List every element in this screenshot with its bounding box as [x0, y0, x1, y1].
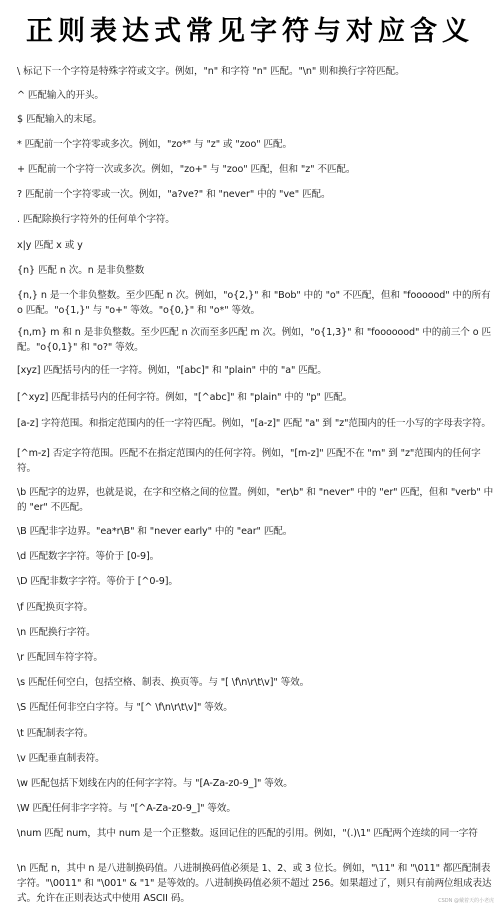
list-item: \B 匹配非字边界。"ea*r\B" 和 "never early" 中的 "ear" 匹配。	[17, 526, 293, 537]
list-item: \n 匹配 n，其中 n 是八进制换码值。八进制换码值必须是 1、2、或 3 位长。例如，"\11" 和 "\011" 都匹配制表字符。"\0011" 和 "\001" & "1" 是等效的。八进制换码值必须不超过 256。如果超过了，则只有前两位组成表达式。允许在正则表达式中使用 ASCII 码。	[17, 863, 492, 904]
list-item: \v 匹配垂直制表符。	[17, 753, 105, 764]
list-item: \num 匹配 num，其中 num 是一个正整数。返回记住的匹配的引用。例如，"(.)\1" 匹配两个连续的同一字符	[17, 828, 478, 839]
list-item: ^ 匹配输入的开头。	[17, 90, 104, 101]
list-item: \b 匹配字的边界，也就是说，在字和空格之间的位置。例如，"er\b" 和 "never" 中的 "er" 匹配，但和 "verb" 中的 "er" 不匹配。	[17, 487, 494, 513]
list-item: + 匹配前一个字符一次或多次。例如，"zo+" 与 "zoo" 匹配，但和 "z" 不匹配。	[17, 164, 356, 175]
list-item: [^xyz] 匹配非括号内的任何字符。例如，"[^abc]" 和 "plain" 中的 "p" 匹配。	[17, 392, 353, 403]
watermark: CSDN @戴着天的小老虎	[438, 898, 494, 904]
page-title: 正则表达式常见字符与对应含义	[26, 16, 474, 47]
list-item: [xyz] 匹配括号内的任一字符。例如，"[abc]" 和 "plain" 中的 "a" 匹配。	[17, 365, 327, 376]
list-item: . 匹配除换行字符外的任何单个字符。	[17, 214, 175, 225]
list-item: [^m-z] 否定字符范围。匹配不在指定范围内的任何字符。例如，"[m-z]" 匹配不在 "m" 到 "z"范围内的任何字符。	[17, 448, 481, 474]
list-item: \r 匹配回车符字符。	[17, 652, 103, 663]
list-item: \f 匹配换页字符。	[17, 602, 93, 613]
list-item: \W 匹配任何非字字符。与 "[^A-Za-z0-9_]" 等效。	[17, 803, 236, 814]
list-item: {n} 匹配 n 次。n 是非负整数	[17, 265, 145, 276]
list-item: \D 匹配非数字字符。等价于 [^0-9]。	[17, 576, 178, 587]
list-item: [a-z] 字符范围。和指定范围内的任一字符匹配。例如，"[a-z]" 匹配 "a" 到 "z"范围内的任一小写的字母表字符。	[17, 418, 491, 429]
list-item: ? 匹配前一个字符零或一次。例如，"a?ve?" 和 "never" 中的 "ve" 匹配。	[17, 189, 331, 200]
list-item: \s 匹配任何空白，包括空格、制表、换页等。与 "[ \f\n\r\t\v]" 等效。	[17, 677, 310, 688]
list-item: \w 匹配包括下划线在内的任何字字符。与 "[A-Za-z0-9_]" 等效。	[17, 778, 293, 789]
list-item: \n 匹配换行字符。	[17, 627, 96, 638]
list-item: {n,m} m 和 n 是非负整数。至少匹配 n 次而至多匹配 m 次。例如，"o{1,3}" 和 "fooooood" 中的前三个 o 匹配。"o{0,1}" 和 "o?" 等效。	[17, 327, 491, 353]
list-item: $ 匹配输入的末尾。	[17, 114, 102, 125]
list-item: \ 标记下一个字符是特殊字符或文字。例如，"n" 和字符 "n" 匹配。"\n" 则和换行字符匹配。	[17, 66, 405, 77]
list-item: x|y 匹配 x 或 y	[17, 240, 83, 251]
list-item: * 匹配前一个字符零或多次。例如，"zo*" 与 "z" 或 "zoo" 匹配。	[17, 139, 292, 150]
list-item: \S 匹配任何非空白字符。与 "[^ \f\n\r\t\v]" 等效。	[17, 702, 233, 713]
list-item: {n,} n 是一个非负整数。至少匹配 n 次。例如，"o{2,}" 和 "Bob" 中的 "o" 不匹配，但和 "foooood" 中的所有 o 匹配。"o{1,}" 与 "o+" 等效。"o{0,}" 和 "o*" 等效。	[17, 290, 491, 316]
list-item: \t 匹配制表字符。	[17, 728, 94, 739]
list-item: \d 匹配数字字符。等价于 [0-9]。	[17, 551, 160, 562]
